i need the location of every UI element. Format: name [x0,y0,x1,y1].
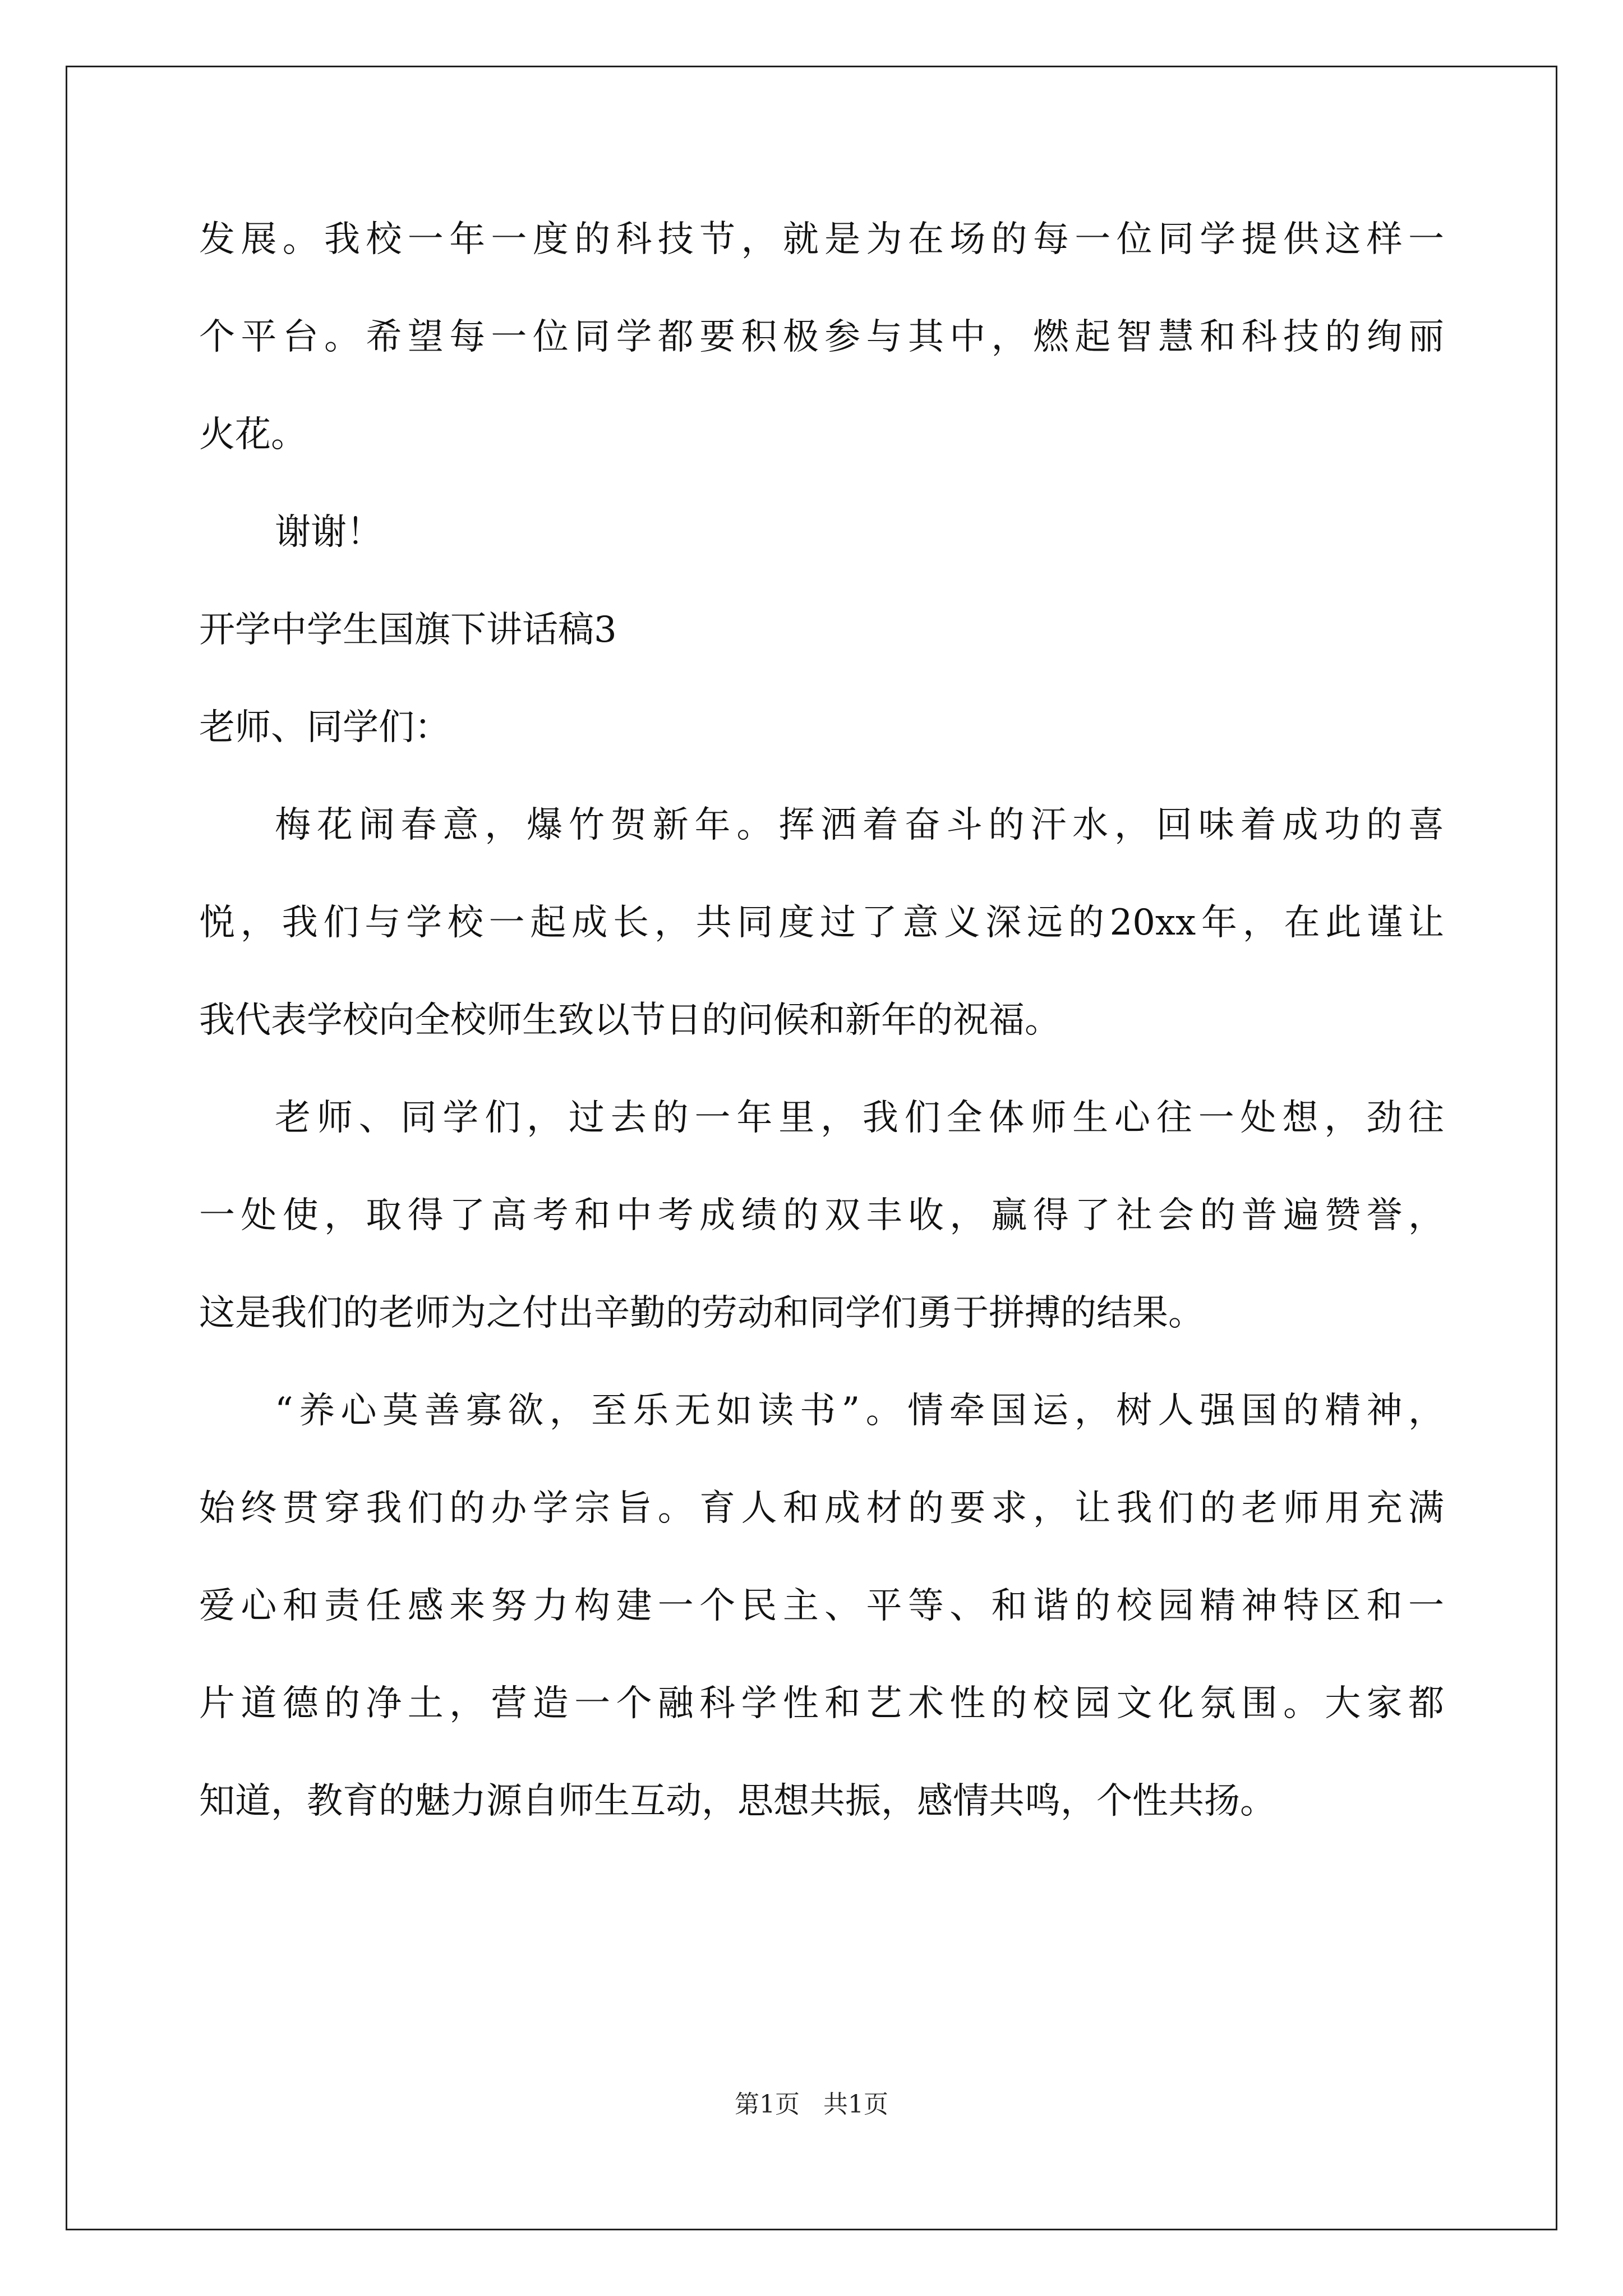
page-number-footer: 第1页 共1页 [735,2090,888,2119]
text-line: 个平台。希望每一位同学都要积极参与其中，燃起智慧和科技的绚丽 [199,316,1444,358]
text-line: 爱心和责任感来努力构建一个民主、平等、和谐的校园精神特区和一 [199,1585,1444,1627]
text-line: 发展。我校一年一度的科技节，就是为在场的每一位同学提供这样一 [199,219,1444,260]
text-line: 片道德的净土，营造一个融科学性和艺术性的校园文化氛围。大家都 [199,1683,1444,1724]
text-line: “养心莫善寡欲，至乐无如读书”。情牵国运，树人强国的精神， [275,1390,1444,1432]
text-line: 悦，我们与学校一起成长，共同度过了意义深远的20xx年，在此谨让 [199,902,1444,944]
text-line: 火花。 [199,414,307,455]
text-line: 始终贯穿我们的办学宗旨。育人和成材的要求，让我们的老师用充满 [199,1488,1444,1529]
text-line: 一处使，取得了高考和中考成绩的双丰收，赢得了社会的普遍赞誉， [199,1195,1444,1236]
text-line: 我代表学校向全校师生致以节日的问候和新年的祝福。 [199,1000,1061,1041]
text-line: 梅花闹春意，爆竹贺新年。挥洒着奋斗的汗水，回味着成功的喜 [275,804,1444,846]
text-line: 老师、同学们： [199,707,450,748]
text-line: 这是我们的老师为之付出辛勤的劳动和同学们勇于拼搏的结果。 [199,1292,1204,1334]
text-line: 知道，教育的魅力源自师生互动，思想共振，感情共鸣，个性共扬。 [199,1780,1276,1822]
text-line: 谢谢！ [275,512,382,553]
document-body [199,191,1444,1850]
text-line: 老师、同学们，过去的一年里，我们全体师生心往一处想，劲往 [275,1097,1444,1139]
text-line: 开学中学生国旗下讲话稿3 [199,609,617,651]
